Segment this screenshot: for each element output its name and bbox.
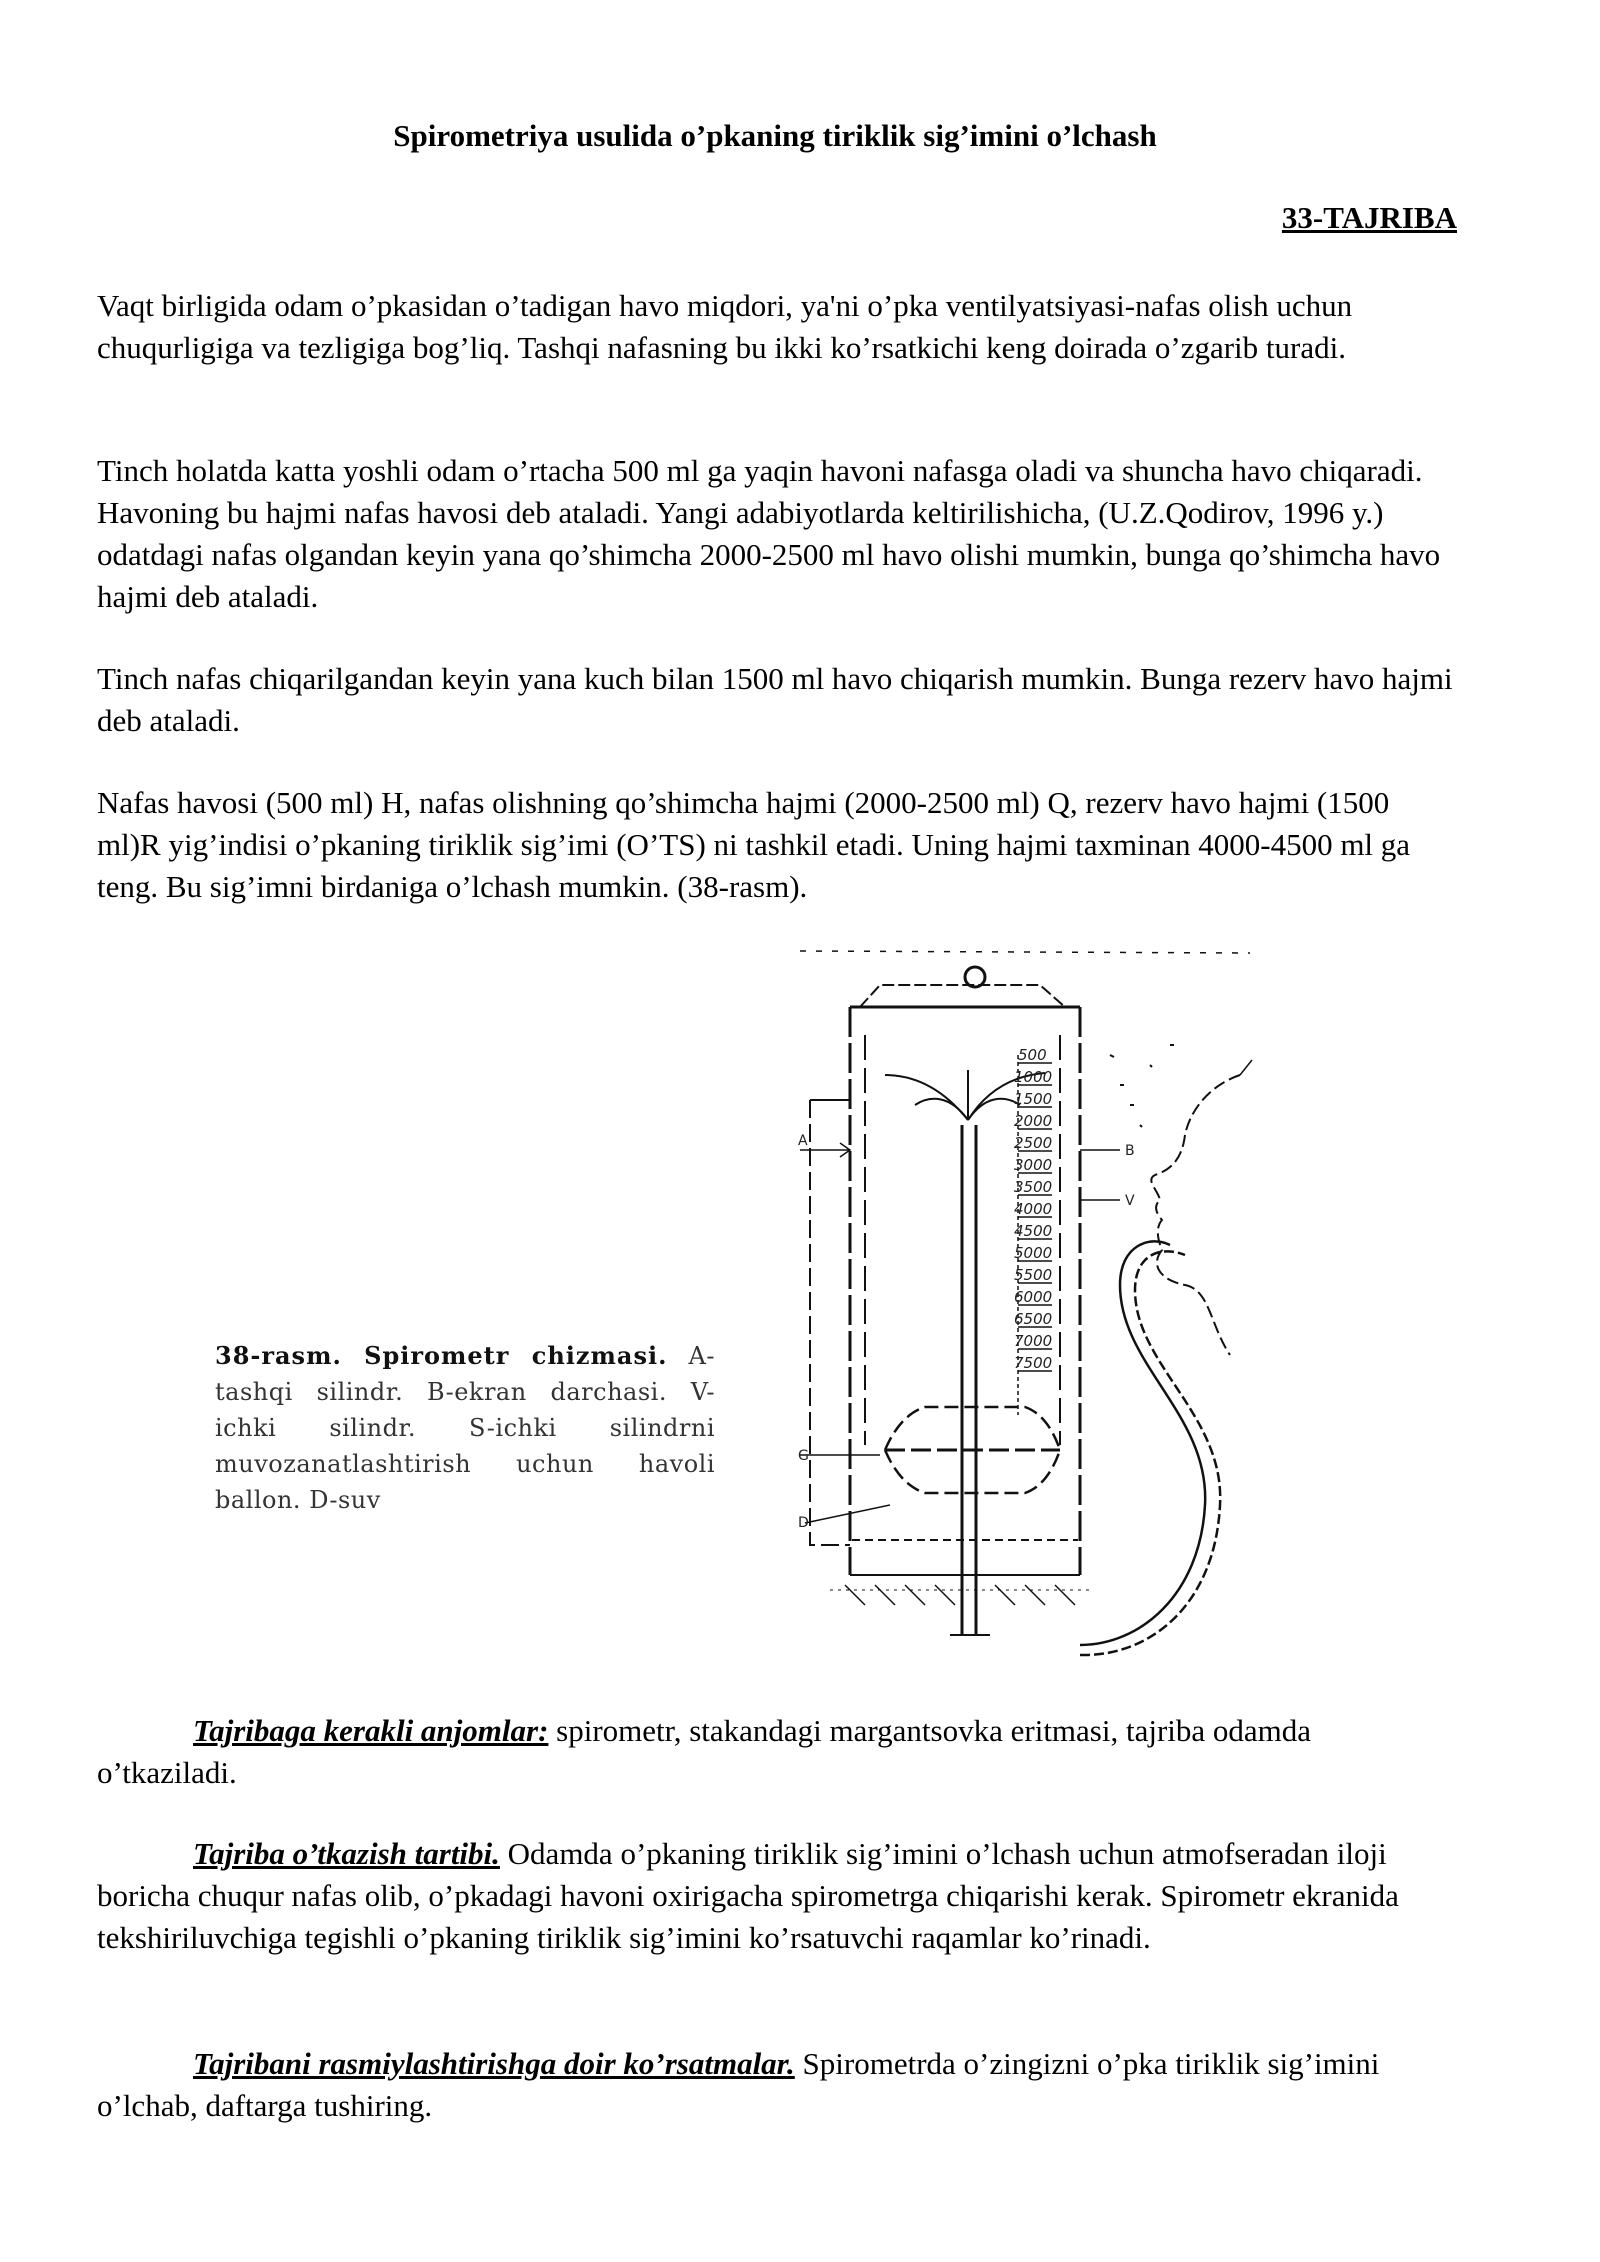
scale-label: 7000 <box>1014 1332 1053 1350</box>
scale-label: 3500 <box>1014 1178 1053 1196</box>
figure-caption <box>215 1338 715 1518</box>
section-text: spirometr, stakandagi margantsovka eritmasi, tajriba odamda o’tkaziladi. <box>97 1713 1312 1790</box>
section-heading: Tajribaga kerakli anjomlar: <box>193 1713 549 1748</box>
section-heading: Tajriba o’tkazish tartibi. <box>193 1836 500 1871</box>
scale-label: 3000 <box>1014 1156 1053 1174</box>
scale-label: 4500 <box>1014 1222 1053 1240</box>
paragraph-reserve-volume: Tinch nafas chiqarilgandan keyin yana kuch bilan 1500 ml havo chiqarish mumkin. Bunga rezerv havo hajmi deb ataladi. <box>97 661 1453 738</box>
part-label-v: V <box>1125 1193 1135 1209</box>
scale-label: 6000 <box>1014 1288 1053 1306</box>
experiment-number: 33-TAJRIBA <box>1281 200 1457 235</box>
page-title: Spirometriya usulida o’pkaning tiriklik sig’imini o’lchash <box>393 118 1157 153</box>
paragraph-vital-capacity: Nafas havosi (500 ml) H, nafas olishning qo’shimcha hajmi (2000-2500 ml) Q, rezerv havo hajmi (1500 ml)R yig’indisi o’pkaning tiriklik sig’imi (O’TS) ni tashkil etadi. Uning hajmi taxminan 4000-4500 ml ga teng. Bu sig’imni birdaniga o’lchash mumkin. (38-rasm). <box>97 785 1411 904</box>
scale-label: 5500 <box>1014 1266 1053 1284</box>
section-procedure <box>97 1833 1457 1959</box>
section-equipment <box>97 1710 1457 1794</box>
scale-label: 4000 <box>1014 1200 1053 1218</box>
scale-label: 1000 <box>1014 1068 1053 1086</box>
scale-label: 500 <box>1018 1046 1047 1064</box>
scale-label: 5000 <box>1014 1244 1053 1262</box>
section-instructions <box>97 2043 1457 2127</box>
paragraph-intro: Vaqt birligida odam o’pkasidan o’tadigan havo miqdori, ya'ni o’pka ventilyatsiyasi-nafas olish uchun chuqurligiga va tezligiga bog’liq. Tashqi nafasning bu ikki ko’rsatkichi keng doirada o’zgarib turadi. <box>97 288 1353 365</box>
part-label-b: B <box>1125 1143 1135 1159</box>
scale-label: 7500 <box>1014 1354 1053 1372</box>
spirometer-drawing <box>790 945 1260 1665</box>
figure-caption-line: tashqi silindr. B-ekran darchasi. V- <box>215 1378 715 1406</box>
scale-label: 1500 <box>1014 1090 1053 1108</box>
figure-caption-line: muvozanatlashtirish uchun havoli <box>215 1450 715 1478</box>
figure-caption-line: ichki silindr. S-ichki silindrni <box>215 1414 715 1442</box>
scale-label: 2000 <box>1014 1112 1053 1130</box>
paragraph-tidal-volume: Tinch holatda katta yoshli odam o’rtacha 500 ml ga yaqin havoni nafasga oladi va shuncha havo chiqaradi. Havoning bu hajmi nafas havosi deb ataladi. Yangi adabiyotlarda keltirilishicha, (U.Z.Qodirov, 1996 y.) odatdagi nafas olgandan keyin yana qo’shimcha 2000-2500 ml havo olishi mumkin, bunga qo’shimcha havo hajmi deb ataladi. <box>97 453 1441 614</box>
figure-caption-line: ballon. D-suv <box>215 1486 381 1514</box>
section-text: Spirometrda o’zingizni o’pka tiriklik sig’imini o’lchab, daftarga tushiring. <box>97 2046 1380 2123</box>
scale-label: 6500 <box>1014 1310 1053 1328</box>
part-label-g: G <box>798 1448 809 1464</box>
part-label-a: A <box>798 1133 808 1149</box>
section-heading: Tajribani rasmiylashtirishga doir ko’rsatmalar. <box>193 2046 795 2081</box>
figure-caption-line: A- <box>688 1342 715 1370</box>
figure-caption-title: 38-rasm. Spirometr chizmasi. <box>215 1341 668 1370</box>
section-text: Odamda o’pkaning tiriklik sig’imini o’lchash uchun atmofseradan iloji boricha chuqur nafas olib, o’pkadagi havoni oxirigacha spirometrga chiqarishi kerak. Spirometr ekranida tekshiriluvchiga tegishli o’pkaning tiriklik sig’imini ko’rsatuvchi raqamlar ko’rinadi. <box>97 1836 1399 1955</box>
part-label-d: D <box>798 1515 809 1531</box>
scale-label: 2500 <box>1014 1134 1053 1152</box>
